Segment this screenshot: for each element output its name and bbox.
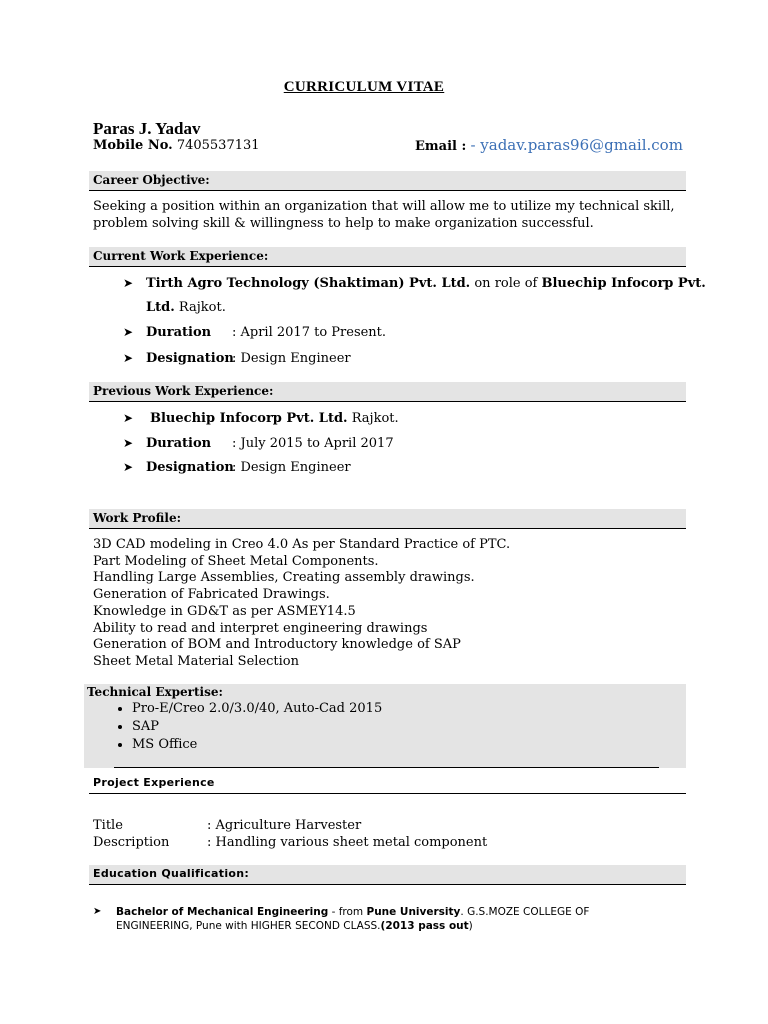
current-work-header [89, 247, 686, 267]
career-line-1: Seeking a position within an organization that will allow me to utilize my technical skill, [93, 199, 675, 214]
project-experience-header [89, 774, 686, 794]
education-header [89, 865, 686, 885]
email-line [415, 136, 683, 154]
previous-company: Bluechip Infocorp Pvt. Ltd. [150, 411, 348, 426]
from-text: - from [328, 906, 367, 918]
previous-work-header [89, 382, 686, 402]
duration-value: : July 2015 to April 2017 [232, 436, 394, 451]
arrowhead-bullet-icon: ➤ [123, 411, 134, 425]
duration-label: Duration [146, 325, 212, 340]
current-company-line [146, 276, 706, 291]
list-item: Sheet Metal Material Selection [93, 653, 299, 669]
project-description-value: : Handling various sheet metal component [207, 835, 488, 850]
project-title-row [93, 818, 361, 833]
section-heading: Work Profile: [93, 511, 182, 525]
list-item: Handling Large Assemblies, Creating assembly drawings. [93, 570, 475, 586]
section-heading: Career Objective: [93, 173, 210, 187]
career-objective-text [93, 198, 683, 232]
project-title-label: Title [93, 818, 123, 833]
list-item: Ability to read and interpret engineering drawings [93, 620, 428, 636]
career-line-2: problem solving skill & willingness to help to make organization successful. [93, 216, 594, 231]
section-heading: Current Work Experience: [93, 249, 269, 263]
arrowhead-bullet-icon: ➤ [123, 351, 134, 365]
candidate-name: Paras J. Yadav [93, 119, 201, 138]
list-item: Generation of Fabricated Drawings. [93, 587, 330, 603]
designation-label: Designation [146, 460, 234, 475]
close-paren: ) [468, 920, 473, 932]
university: Pune University [366, 906, 461, 918]
list-item: • MS Office [132, 736, 382, 754]
divider [114, 767, 659, 768]
designation-value: : Design Engineer [232, 460, 351, 475]
list-item: Knowledge in GD&T as per ASMEY14.5 [93, 603, 356, 619]
list-item: 3D CAD modeling in Creo 4.0 As per Standard Practice of PTC. [93, 537, 511, 552]
college-details: . G.S.MOZE COLLEGE OF ENGINEERING, Pune with HIGHER SECOND CLASS. [116, 906, 590, 932]
previous-city: Rajkot. [351, 411, 399, 426]
mobile-label: Mobile No. [93, 138, 173, 153]
arrowhead-bullet-icon: ➤ [123, 276, 134, 290]
work-profile-list [93, 537, 510, 671]
degree: Bachelor of Mechanical Engineering [116, 906, 329, 918]
designation-label: Designation [146, 351, 234, 366]
career-objective-header [89, 171, 686, 191]
current-city: Rajkot. [178, 300, 226, 315]
work-profile-header [89, 509, 686, 529]
list-item: Generation of BOM and Introductory knowledge of SAP [93, 637, 461, 653]
arrowhead-bullet-icon: ➤ [93, 906, 102, 917]
role-text: on role of [474, 276, 538, 291]
list-item: • SAP [132, 718, 382, 736]
education-item [93, 905, 653, 933]
document-title: CURRICULUM VITAE [283, 79, 445, 95]
current-company: Tirth Agro Technology (Shaktiman) Pvt. Ltd. [146, 276, 471, 291]
pass-year: (2013 pass out [380, 920, 469, 932]
designation-value: : Design Engineer [232, 351, 351, 366]
email-value[interactable]: - yadav.paras96@gmail.com [470, 136, 683, 154]
mobile-line [93, 138, 260, 153]
technical-list [114, 700, 382, 754]
current-company-line-2 [146, 300, 226, 315]
duration-label: Duration [146, 436, 212, 451]
project-description-label: Description [93, 835, 170, 850]
current-client: Bluechip Infocorp Pvt. [541, 276, 706, 291]
section-heading: Project Experience [93, 776, 215, 789]
current-client-2: Ltd. [146, 300, 175, 315]
section-heading: Education Qualification: [93, 867, 250, 880]
arrowhead-bullet-icon: ➤ [123, 325, 134, 339]
mobile-value: 7405537131 [176, 138, 260, 153]
arrowhead-bullet-icon: ➤ [123, 460, 134, 474]
technical-expertise-section [84, 684, 686, 768]
list-item: • Pro-E/Creo 2.0/3.0/40, Auto-Cad 2015 [132, 700, 382, 718]
email-label: Email : [415, 139, 467, 154]
project-description-row [93, 835, 487, 850]
project-title-value: : Agriculture Harvester [207, 818, 362, 833]
section-heading: Technical Expertise: [87, 685, 223, 699]
list-item: Part Modeling of Sheet Metal Components. [93, 553, 379, 569]
arrowhead-bullet-icon: ➤ [123, 436, 134, 450]
section-heading: Previous Work Experience: [93, 384, 274, 398]
duration-value: : April 2017 to Present. [232, 325, 387, 340]
